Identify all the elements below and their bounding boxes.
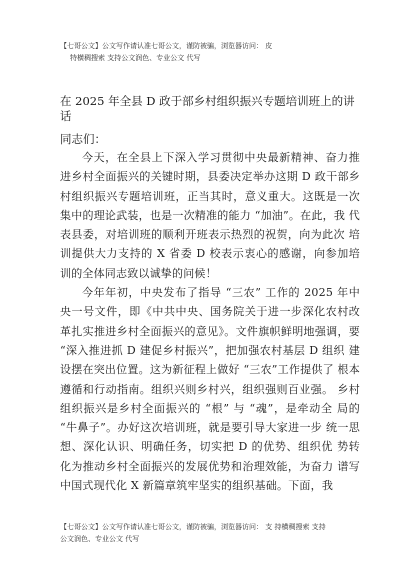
paragraph: 今年年初，中央发布了指导 “三农” 工作的 2025 年中 央一号文件，即《中共中央、国务院关于进一步深化农村改 革扎实推进乡村全面振兴的意见》。文件旗帜鲜明地强调，要 “深入推进抓 D 建促乡村振兴”，把加强农村基层 D 组织 建设摆在突出位置。这为新征程上做好 “三农”工作提供了 根本遵循和行动指南。组织兴则乡村兴，组织强则百业强。 乡村组织振兴是乡村全面振兴的 “根” 与 “魂”，是牵动全 局的 “牛鼻子”。办好这次培训班，就是要引导大家进一步 统一思想、深化认识、明确任务，切实把 D 的优势、组织优 势转化为推动乡村全面振兴的发展优势和治理效能，为奋力 谱写中国式现代化 X 新篇章筑牢坚实的组织基础。下面，我 xyxy=(60,286,360,493)
footer-line-2: 公文润色、专业公文 代写 xyxy=(60,535,140,543)
document-title: 在 2025 年全县 D 政于部乡村组织振兴专题培训班上的讲话 xyxy=(60,94,355,123)
footer-line-1: 【七哥公文】公文写作请认准七哥公文，谨防被骗，浏览器访问： 支 持横稠搜索 支持 xyxy=(60,523,326,531)
paragraph: 今天，在全县上下深入学习贯彻中央最新精神、奋力推进乡村全面振兴的关键时期，县委决定举办这期 D 政干部乡 村组织振兴专题培训班，正当其时，意义重大。这既是一次 集中的理论武装，也是一次精准的能力 “加油”。在此，我 代表县委，对培训班的顺利开班表示热烈的祝贺，向为此次 培训提供大力支持的 X 省委 D 校表示衷心的感谢，向参加培 训的全体同志致以诚挚的问候！ xyxy=(60,151,360,280)
header-line-1: 【七哥公文】公文写作请认准七哥公文，谨防被骗，浏览器访问： 皮 xyxy=(60,42,273,50)
page-footer xyxy=(60,521,360,545)
header-line-2: 特横稠搜索 支持公文润色、专业公文 代写 xyxy=(70,54,201,62)
page-header xyxy=(60,40,360,64)
document-body xyxy=(60,148,360,495)
greeting: 同志们： xyxy=(60,132,106,146)
